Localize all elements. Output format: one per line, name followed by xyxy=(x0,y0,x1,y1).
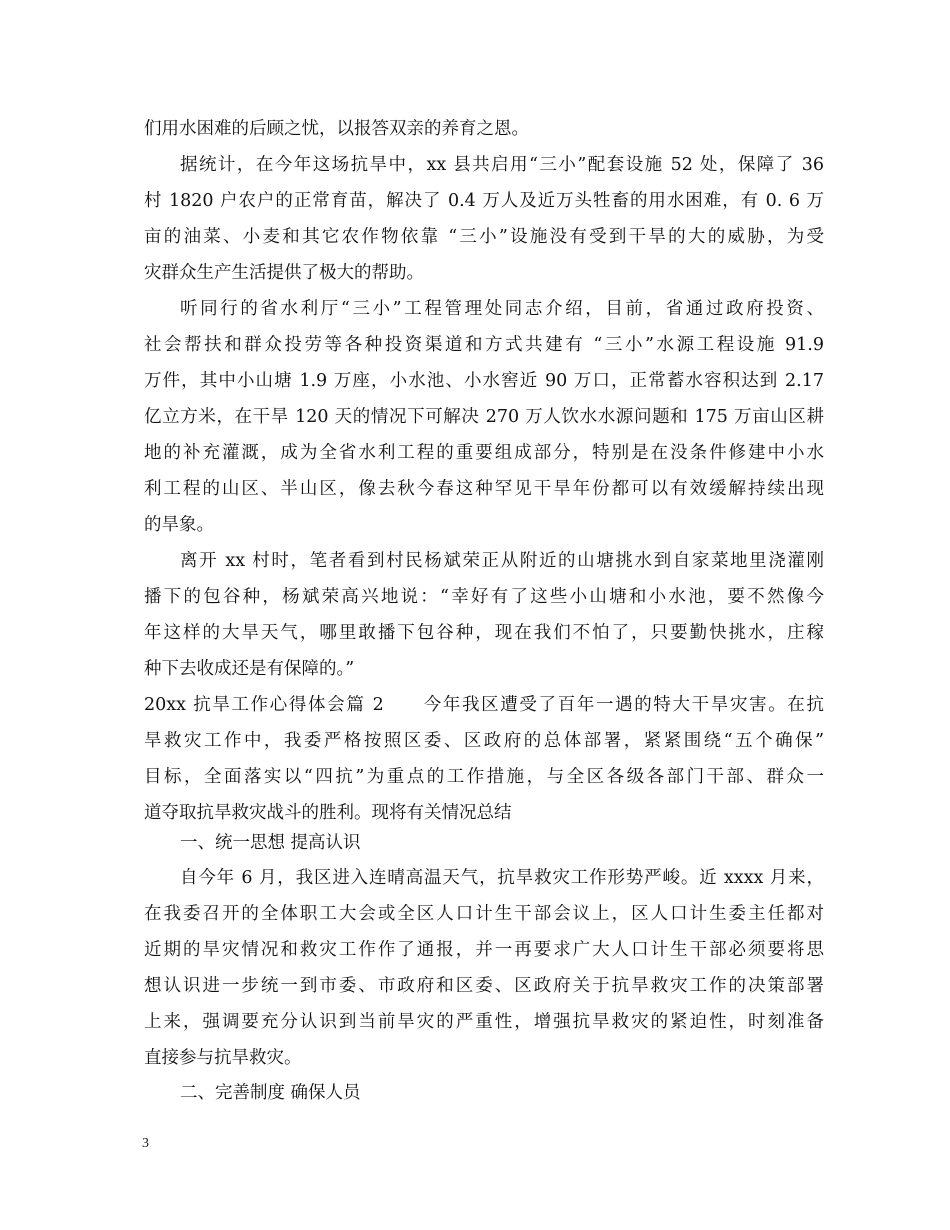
text-line: 近期的旱灾情况和救灾工作作了通报，并一再要求广大人口计生干部必须要将思 xyxy=(144,940,824,960)
text-line: 播下的包谷种，杨斌荣高兴地说：“幸好有了这些小山塘和小水池，要不然像今 xyxy=(144,587,824,607)
text-line: 亿立方米，在干旱 120 天的情况下可解决 270 万人饮水水源问题和 175 万亩山区耕 xyxy=(144,407,824,427)
section-heading: 二、完善制度 确保人员 xyxy=(180,1083,361,1103)
text-line: 种下去收成还是有保障的。” xyxy=(144,659,355,679)
text-line: 听同行的省水利厅“三小”工程管理处同志介绍，目前，省通过政府投资、 xyxy=(180,299,824,319)
text-line: 道夺取抗旱救灾战斗的胜利。现将有关情况总结 xyxy=(144,803,512,823)
text-line: 万件，其中小山塘 1.9 万座，小水池、小水窖近 90 万口，正常蓄水容积达到 2.17 xyxy=(144,371,824,391)
text-line: 利工程的山区、半山区，像去秋今春这种罕见干旱年份都可以有效缓解持续出现 xyxy=(144,479,824,499)
text-line: 亩的油菜、小麦和其它农作物依靠 “三小”设施没有受到干旱的大的威胁，为受 xyxy=(144,227,824,247)
text-line: 在我委召开的全体职工大会或全区人口计生干部会议上，区人口计生委主任都对 xyxy=(144,904,824,924)
page-number: 3 xyxy=(142,1136,149,1151)
text-line: 村 1820 户农户的正常育苗，解决了 0.4 万人及近万头牲畜的用水困难，有 0. 6 万 xyxy=(144,191,824,211)
text-line: 们用水困难的后顾之忧，以报答双亲的养育之恩。 xyxy=(144,119,529,139)
text-line: 想认识进一步统一到市委、市政府和区委、区政府关于抗旱救灾工作的决策部署 xyxy=(144,976,824,996)
text-line: 直接参与抗旱救灾。 xyxy=(144,1048,302,1068)
text-line: 据统计，在今年这场抗旱中，xx 县共启用“三小”配套设施 52 处，保障了 36 xyxy=(180,155,824,175)
text-line: 离开 xx 村时，笔者看到村民杨斌荣正从附近的山塘挑水到自家菜地里浇灌刚 xyxy=(180,551,824,571)
text-line: 的旱象。 xyxy=(144,515,214,535)
text-line: 目标，全面落实以“四抗”为重点的工作措施，与全区各级各部门干部、群众一 xyxy=(144,767,824,787)
text-line: 灾群众生产生活提供了极大的帮助。 xyxy=(144,263,424,283)
text-line: 社会帮扶和群众投劳等各种投资渠道和方式共建有 “三小”水源工程设施 91.9 xyxy=(144,335,824,355)
text-line: 旱救灾工作中，我委严格按照区委、区政府的总体部署，紧紧围绕“五个确保” xyxy=(144,731,824,751)
text-line: 上来，强调要充分认识到当前旱灾的严重性，增强抗旱救灾的紧迫性，时刻准备 xyxy=(144,1012,824,1032)
text-line: 20xx 抗旱工作心得体会篇 2 今年我区遭受了百年一遇的特大干旱灾害。在抗 xyxy=(144,695,824,715)
section-heading: 一、统一思想 提高认识 xyxy=(180,833,361,853)
text-line: 地的补充灌溉，成为全省水利工程的重要组成部分，特别是在没条件修建中小水 xyxy=(144,443,824,463)
text-line: 自今年 6 月，我区进入连晴高温天气，抗旱救灾工作形势严峻。近 xxxx 月来， xyxy=(180,868,824,888)
text-line: 年这样的大旱天气，哪里敢播下包谷种，现在我们不怕了，只要勤快挑水，庄稼 xyxy=(144,623,824,643)
